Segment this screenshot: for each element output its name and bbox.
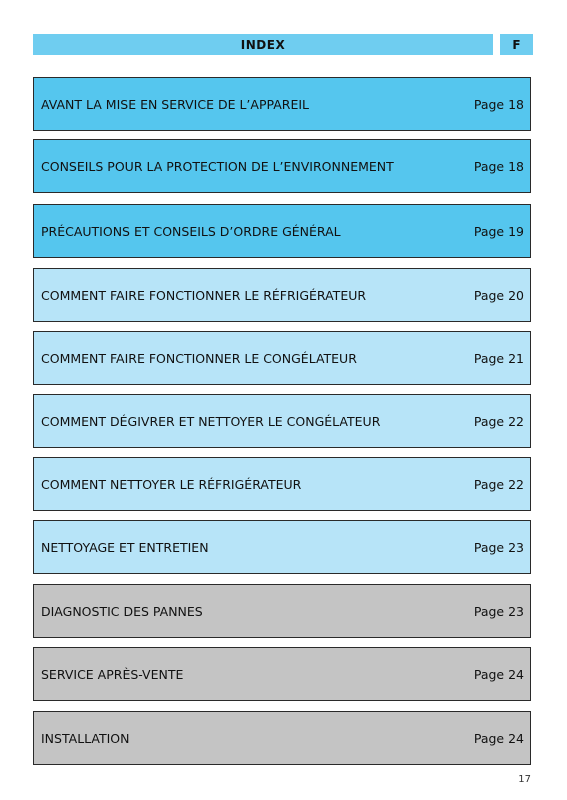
- index-entry-avant-mise-en-service[interactable]: [33, 77, 531, 131]
- entry-page: Page 22: [473, 476, 524, 492]
- entry-page: Page 22: [473, 413, 524, 429]
- entry-title: SERVICE APRÈS-VENTE: [41, 666, 184, 682]
- entry-title: COMMENT NETTOYER LE RÉFRIGÉRATEUR: [41, 476, 302, 492]
- index-entry-installation[interactable]: [33, 711, 531, 765]
- entry-title: INSTALLATION: [41, 730, 130, 746]
- entry-title: COMMENT DÉGIVRER ET NETTOYER LE CONGÉLATEUR: [41, 413, 381, 429]
- entry-page: Page 24: [473, 666, 524, 682]
- page-number: 17: [518, 774, 531, 785]
- index-entry-diagnostic-pannes[interactable]: [33, 584, 531, 638]
- entry-title: NETTOYAGE ET ENTRETIEN: [41, 539, 209, 555]
- entry-page: Page 18: [473, 96, 524, 112]
- entry-title: AVANT LA MISE EN SERVICE DE L’APPAREIL: [41, 96, 310, 112]
- entry-page: Page 24: [473, 730, 524, 746]
- index-entry-nettoyer-refrigerateur[interactable]: [33, 457, 531, 511]
- index-entry-protection-environnement[interactable]: [33, 139, 531, 193]
- entry-title: COMMENT FAIRE FONCTIONNER LE RÉFRIGÉRATEUR: [41, 287, 367, 303]
- entry-page: Page 18: [473, 158, 524, 174]
- entry-page: Page 21: [473, 350, 524, 366]
- entry-page: Page 23: [473, 603, 524, 619]
- index-entry-fonctionner-congelateur[interactable]: [33, 331, 531, 385]
- index-header: [33, 34, 493, 55]
- index-entry-fonctionner-refrigerateur[interactable]: [33, 268, 531, 322]
- index-entry-service-apres-vente[interactable]: [33, 647, 531, 701]
- language-tab: [500, 34, 533, 55]
- entry-title: DIAGNOSTIC DES PANNES: [41, 603, 203, 619]
- entry-page: Page 20: [473, 287, 524, 303]
- entry-title: COMMENT FAIRE FONCTIONNER LE CONGÉLATEUR: [41, 350, 357, 366]
- index-entry-nettoyage-entretien[interactable]: [33, 520, 531, 574]
- entry-page: Page 19: [473, 223, 524, 239]
- index-entry-precautions[interactable]: [33, 204, 531, 258]
- entry-title: PRÉCAUTIONS ET CONSEILS D’ORDRE GÉNÉRAL: [41, 223, 341, 239]
- index-entry-degivrer-congelateur[interactable]: [33, 394, 531, 448]
- entry-page: Page 23: [473, 539, 524, 555]
- entry-title: CONSEILS POUR LA PROTECTION DE L’ENVIRONNEMENT: [41, 158, 394, 174]
- index-title: INDEX: [240, 37, 286, 52]
- language-label: F: [512, 37, 521, 52]
